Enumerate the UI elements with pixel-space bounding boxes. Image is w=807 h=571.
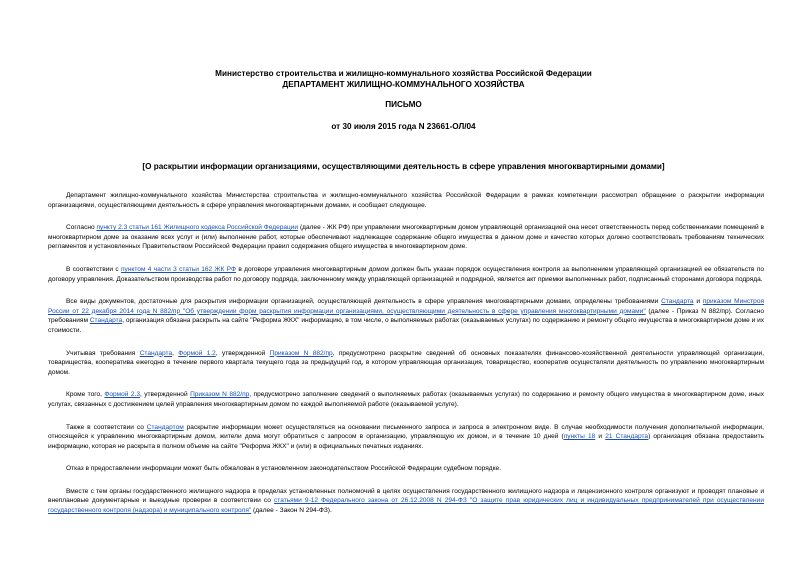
paragraph-text: и <box>693 298 703 306</box>
document-date-number: от 30 июля 2015 года N 23661-ОЛ/04 <box>331 122 476 131</box>
paragraph-2 <box>48 223 764 252</box>
paragraph-text: Также в соответствии со <box>66 423 147 431</box>
link-order-882[interactable]: приказом Минстроя России от 22 декабря 2014 года N 882/пр "Об утверждении форм раскрытия информации организациями, осуществляющими деятельность в сфере управления многоквартирными домами" <box>48 298 765 315</box>
department-name: ДЕПАРТАМЕНТ ЖИЛИЩНО-КОММУНАЛЬНОГО ХОЗЯЙСТВА <box>282 80 525 89</box>
document-subject: [О раскрытии информации организациями, осуществляющими деятельность в сфере управления многоквартирными домами] <box>142 162 665 171</box>
paragraph-text: , <box>172 349 179 357</box>
paragraph-7 <box>48 423 764 452</box>
paragraph-5 <box>48 349 764 378</box>
paragraph-text: Отказ в предоставлении информации может быть обжалован в установленном законодательством Российской Федерации судебном порядке. <box>66 465 502 473</box>
link-form-1-2[interactable]: Формой 1.2 <box>178 349 216 357</box>
paragraph-text: Согласно <box>66 224 97 232</box>
paragraph-text: в договоре управления многоквартирным домом должен быть указан порядок осуществления контроля за выполнением управляющей организацией ее обязательств по договору управления. Доказательством производства работ по договору подряда, заключенному между управляющей организацией и подрядной, является акт приемки выполненных работ, подписанный сторонами договора подряда. <box>48 265 765 283</box>
document-type: ПИСЬМО <box>385 100 422 109</box>
link-federal-law-294[interactable]: статьями 9-12 Федерального закона от 26.12.2008 N 294-ФЗ "О защите прав юридических лиц и индивидуальных предпринимателей при осуществлении государственного контроля (надзора) и муниципального контроля" <box>48 497 764 515</box>
link-standard[interactable]: Стандарта <box>89 317 123 325</box>
paragraph-9 <box>48 487 764 516</box>
paragraph-8 <box>48 464 764 474</box>
link-article-162-housing-code[interactable]: пунктом 4 части 3 статьи 162 ЖК РФ <box>121 265 236 273</box>
paragraph-text: В соответствии с <box>66 265 121 273</box>
link-standard[interactable]: Стандартом <box>146 423 184 431</box>
paragraph-text: Департамент жилищно-коммунального хозяйства Министерства строительства и жилищно-коммунального хозяйства Российской Федерации в рамках компетенции рассмотрел обращение о раскрытии информации организациями, осуществляющими деятельность в сфере управления многоквартирными домами, и сообщает следующее. <box>48 192 764 209</box>
paragraph-text: Кроме того, <box>66 391 105 399</box>
paragraph-3 <box>48 265 764 284</box>
paragraph-text: Все виды документов, достаточные для раскрытия информации организацией, осуществляющей деятельность в сфере управления многоквартирными домами, определены требованиями <box>66 298 662 306</box>
paragraph-text: (далее - Закон N 294-ФЗ). <box>251 507 332 515</box>
link-order-882[interactable]: Приказом N 882/пр <box>190 391 250 399</box>
link-order-882[interactable]: Приказом N 882/пр <box>269 349 333 357</box>
paragraph-text: , утвержденной <box>215 349 270 357</box>
paragraph-text: ) организация обязана предоставить информацию, которая не раскрыта в полном объеме на сайте "Реформа ЖКХ" и (или) в официальных печатных изданиях. <box>48 433 764 450</box>
paragraph-text: Вместе с тем органы государственного жилищного надзора в пределах установленных полномочий в целях осуществления государственного жилищного надзора и лицензионного контроля организуют и проводят плановые и внеплановые документарные и выездные проверки в соответствии со <box>48 487 764 505</box>
ministry-name: Министерство строительства и жилищно-коммунального хозяйства Российской Федерации <box>215 69 592 78</box>
link-article-161-housing-code[interactable]: пункту 2.3 статьи 161 Жилищного кодекса Российской Федерации <box>96 224 299 232</box>
paragraph-text: , предусмотрено раскрытие сведений об основных показателях финансово-хозяйственной деятельности управляющей организации, товарищества, кооператива ежегодно в течение первого квартала текущего года за предыдущий год, в котором управляющая организация, товарищество, кооператив осуществляли деятельность по управлению многоквартирным домом. <box>48 349 765 376</box>
paragraph-text: и <box>595 433 606 441</box>
document-header <box>0 68 807 90</box>
link-standard[interactable]: Стандарта <box>661 298 694 306</box>
link-standard[interactable]: Стандарта <box>139 349 173 357</box>
link-clause-21-standard[interactable]: 21 Стандарта <box>605 433 649 441</box>
paragraph-text: (далее - Приказ N 882/пр). Согласно требованиям <box>48 307 764 325</box>
paragraph-text: , утвержденной <box>140 391 191 399</box>
paragraph-text: Учитывая требования <box>66 349 140 357</box>
link-form-2-3[interactable]: Формой 2.3 <box>104 391 141 399</box>
paragraph-4 <box>48 297 764 335</box>
paragraph-text: раскрытие информации может осуществляться на основании письменного запроса и запроса в электронном виде. В случае необходимости получения дополнительной информации, относящейся к управлению многоквартирным домом, жители дома могут обратиться с запросом в организацию, управляющую их домом, и в течение 10 дней ( <box>48 423 764 441</box>
paragraph-text: (далее - ЖК РФ) при управлении многоквартирным домом управляющей организацией она несет ответственность перед собственниками помещений в многоквартирном доме за оказание всех услуг и (или) выполнение работ, которые обеспечивают надлежащее содержание общего имущества в данном доме и качество которых должно соответствовать требованиям технических регламентов и установленных Правительством Российской Федерации правил содержания общего имущества в многоквартирном доме. <box>48 224 764 251</box>
paragraph-1 <box>48 191 764 210</box>
paragraph-text: , предусмотрено заполнение сведений о выполняемых работах (оказываемых услугах) по содержанию и ремонту общего имущества в многоквартирном доме, иных услугах, связанных с достижением целей управления многоквартирным домом по каждой выполняемой работе (оказываемой услуге). <box>48 391 764 408</box>
link-clause-18[interactable]: пункты 18 <box>563 433 596 441</box>
paragraph-6 <box>48 390 764 409</box>
document-body <box>48 191 764 529</box>
paragraph-text: , организация обязана раскрыть на сайте "Реформа ЖКХ" информацию, в том числе, о выполняемых работах (оказываемых услугах) по содержанию и ремонту общего имущества в многоквартирном доме и их стоимости. <box>48 317 765 334</box>
